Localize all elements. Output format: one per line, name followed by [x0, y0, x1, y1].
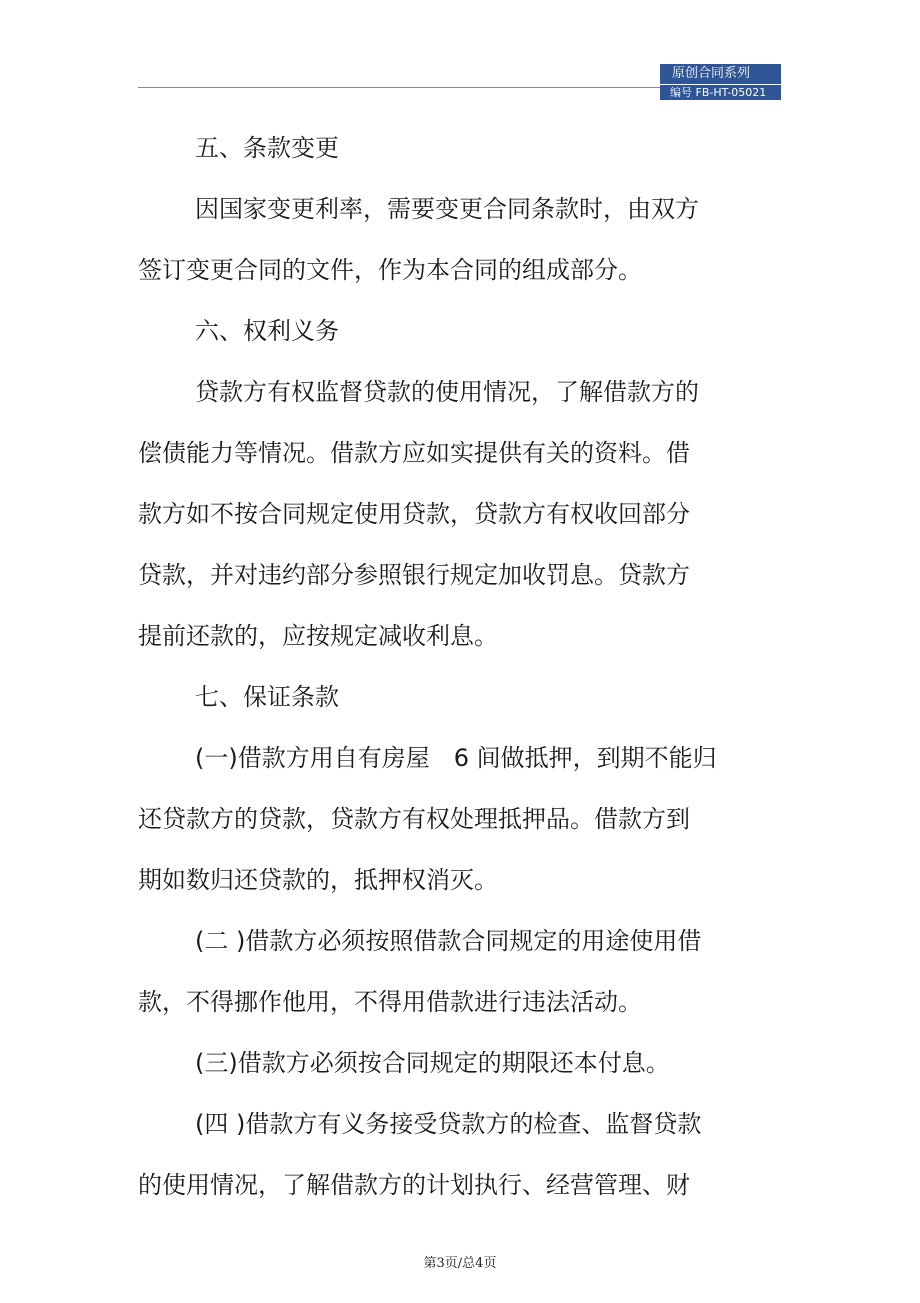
contract-series-badge: [660, 64, 781, 100]
text-line: 六、权利义务: [195, 317, 339, 345]
text-line: 因国家变更利率，需要变更合同条款时，由双方: [195, 195, 699, 223]
text-line: 的使用情况，了解借款方的计划执行、经营管理、财: [138, 1171, 690, 1199]
page-number: 第3页/总4页: [423, 1256, 497, 1271]
document-code: 编号 FB-HT-05021: [660, 84, 781, 100]
document-body: [138, 118, 742, 1216]
text-line: 提前还款的，应按规定减收利息。: [138, 622, 498, 650]
text-line: (一)借款方用自有房屋 6 间做抵押，到期不能归: [195, 744, 717, 772]
text-line: 期如数归还贷款的，抵押权消灭。: [138, 866, 498, 894]
series-label: 原创合同系列: [660, 64, 781, 84]
text-line: 还贷款方的贷款，贷款方有权处理抵押品。借款方到: [138, 805, 690, 833]
text-line: 款，不得挪作他用，不得用借款进行违法活动。: [138, 988, 642, 1016]
text-line: (二 )借款方必须按照借款合同规定的用途使用借: [195, 927, 702, 955]
text-line: 贷款方有权监督贷款的使用情况，了解借款方的: [195, 378, 699, 406]
text-line: (四 )借款方有义务接受贷款方的检查、监督贷款: [195, 1110, 702, 1138]
text-line: 五、条款变更: [195, 134, 339, 162]
text-line: (三)借款方必须按合同规定的期限还本付息。: [195, 1049, 670, 1077]
text-line: 偿债能力等情况。借款方应如实提供有关的资料。借: [138, 439, 690, 467]
text-line: 贷款，并对违约部分参照银行规定加收罚息。贷款方: [138, 561, 690, 589]
text-line: 七、保证条款: [195, 683, 339, 711]
header-rule: [138, 87, 660, 88]
text-line: 款方如不按合同规定使用贷款，贷款方有权收回部分: [138, 500, 690, 528]
text-line: 签订变更合同的文件，作为本合同的组成部分。: [138, 256, 642, 284]
